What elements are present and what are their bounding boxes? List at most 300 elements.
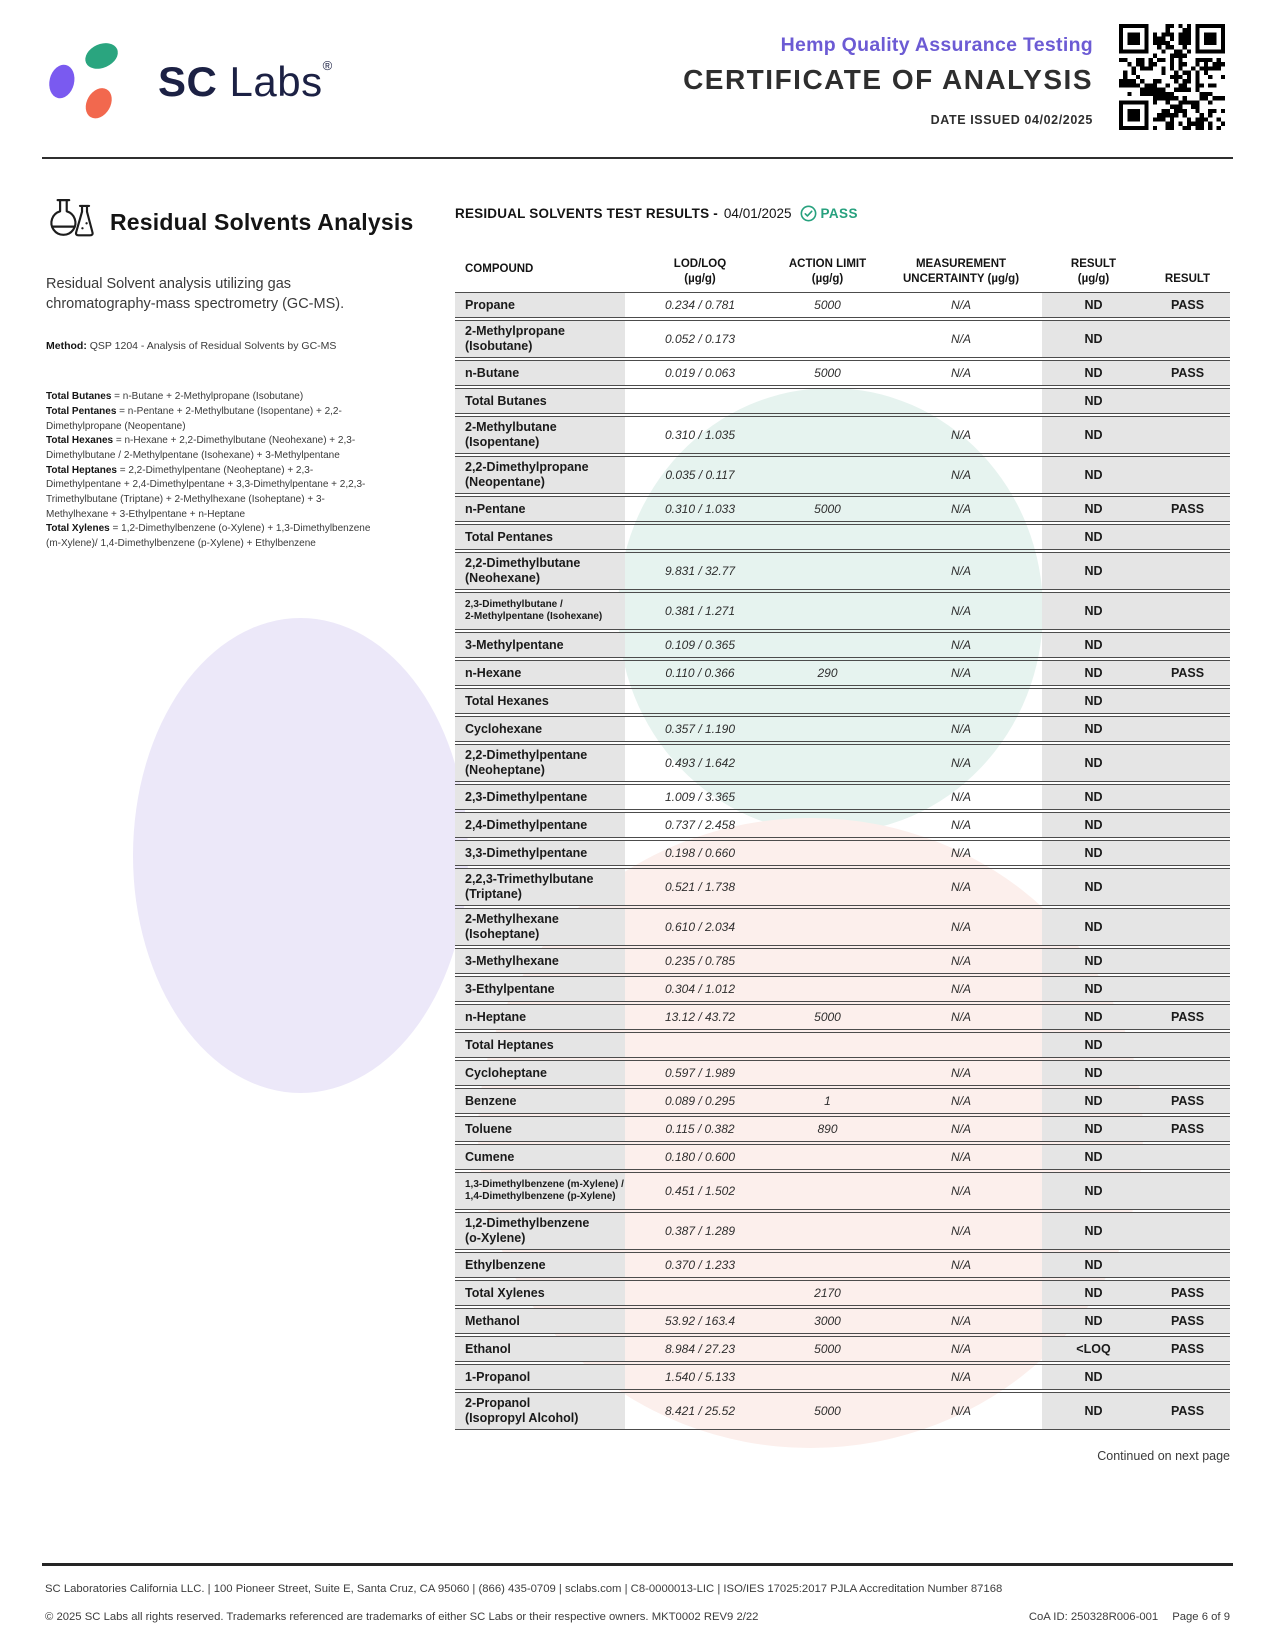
lod-loq-value: 0.381 / 1.271 [664,604,736,618]
result-value: ND [1042,1145,1145,1169]
column-header-result-status: RESULT [1164,272,1211,285]
uncertainty-value: N/A [950,428,971,442]
lod-loq-value: 0.035 / 0.117 [665,468,735,482]
uncertainty-value: N/A [950,1314,971,1328]
sc-labs-wordmark [158,58,333,106]
result-value: ND [1042,1033,1145,1057]
result-value: ND [1042,1309,1145,1333]
compound-name: n-Hexane [455,661,625,685]
header-title-block [683,34,1093,127]
uncertainty-value [880,525,1042,549]
lod-loq-value: 53.92 / 163.4 [664,1314,736,1328]
table-row [455,496,1230,522]
table-row [455,1364,1230,1390]
compound-name: 1-Propanol [455,1365,625,1389]
uncertainty-value: N/A [950,1122,971,1136]
compound-name: Cycloheptane [455,1061,625,1085]
table-row [455,292,1230,318]
action-limit-value [775,1033,880,1057]
compound-name: 2,4-Dimethylpentane [455,813,625,837]
result-value: ND [1042,293,1145,317]
action-limit-value: 890 [817,1122,838,1136]
program-name: Hemp Quality Assurance Testing [780,34,1093,56]
column-header-compound: COMPOUND [465,262,534,275]
table-row [455,632,1230,658]
result-value: ND [1042,949,1145,973]
table-row [455,1308,1230,1334]
overall-status [800,205,858,222]
action-limit-value: 2170 [814,1286,841,1300]
compound-name: 3-Ethylpentane [455,977,625,1001]
uncertainty-value [880,1033,1042,1057]
lod-loq-value: 0.089 / 0.295 [664,1094,736,1108]
action-limit-value: 3000 [814,1314,841,1328]
result-status [1145,745,1230,781]
action-limit-value [775,785,880,809]
footer-legal [45,1611,1230,1623]
action-limit-value [775,1061,880,1085]
uncertainty-value: N/A [950,1258,971,1272]
result-status: PASS [1145,361,1230,385]
compound-name: n-Pentane [455,497,625,521]
result-value: ND [1042,525,1145,549]
result-status [1145,869,1230,905]
action-limit-value: 5000 [814,1404,841,1418]
result-status [1145,717,1230,741]
table-row [455,388,1230,414]
action-limit-value [775,1365,880,1389]
uncertainty-value: N/A [950,366,971,380]
table-row [455,456,1230,494]
uncertainty-value: N/A [950,1066,971,1080]
uncertainty-value: N/A [950,604,971,618]
result-value: ND [1042,457,1145,493]
result-status [1145,949,1230,973]
uncertainty-value: N/A [950,298,971,312]
uncertainty-value: N/A [950,954,971,968]
compound-name: Cyclohexane [455,717,625,741]
table-row [455,660,1230,686]
qr-code [1119,24,1225,130]
result-status [1145,593,1230,629]
compound-name: Total Heptanes [455,1033,625,1057]
sc-labs-logo [42,33,333,130]
lod-loq-value: 0.304 / 1.012 [664,982,736,996]
uncertainty-value: N/A [950,1370,971,1384]
lod-loq-value: 0.234 / 0.781 [664,298,736,312]
compound-name: 3,3-Dimethylpentane [455,841,625,865]
action-limit-value [775,1213,880,1249]
table-row [455,416,1230,454]
lod-loq-value: 1.540 / 5.133 [664,1370,736,1384]
result-value: ND [1042,689,1145,713]
lod-loq-value: 8.421 / 25.52 [664,1404,736,1418]
result-value: ND [1042,593,1145,629]
lod-loq-value: 1.009 / 3.365 [664,790,736,804]
result-status [1145,1145,1230,1169]
result-status [1145,1173,1230,1209]
uncertainty-value [880,389,1042,413]
lod-loq-value: 0.052 / 0.173 [664,332,736,346]
result-status: PASS [1145,1117,1230,1141]
lod-loq-value: 0.198 / 0.660 [664,846,736,860]
lod-loq-value: 0.180 / 0.600 [664,1150,736,1164]
definition-line: Total Hexanes = n-Hexane + 2,2-Dimethylbutane (Neohexane) + 2,3-Dimethylbutane / 2-Methylpentane (Isohexane) + 3-Methylpentane [46,435,356,461]
table-row [455,1252,1230,1278]
table-row [455,868,1230,906]
action-limit-value [775,717,880,741]
totals-definitions [46,390,380,552]
lod-loq-value: 0.109 / 0.365 [664,638,736,652]
section-head [46,196,418,249]
uncertainty-value: N/A [950,1404,971,1418]
uncertainty-value: N/A [950,1224,971,1238]
footer-lab-info: SC Laboratories California LLC. | 100 Pioneer Street, Suite E, Santa Cruz, CA 95060 | (866) 435-0709 | sclabs.com | C8-0000013-LIC | ISO/IES 17025:2017 PJLA Accreditation Number 87168 [45,1583,1003,1595]
section-title: Residual Solvents Analysis [110,209,414,235]
compound-name: Total Pentanes [455,525,625,549]
sc-labs-logo-icon [42,33,146,130]
compound-name: Total Xylenes [455,1281,625,1305]
action-limit-value [775,593,880,629]
compound-name: 2-Methylbutane (Isopentane) [455,417,625,453]
compound-name: 2-Propanol (Isopropyl Alcohol) [455,1393,625,1429]
table-row [455,360,1230,386]
uncertainty-value: N/A [950,982,971,996]
result-status: PASS [1145,1393,1230,1429]
header-divider [42,157,1233,159]
action-limit-value: 5000 [814,502,841,516]
overall-status-label: PASS [820,206,858,221]
table-row [455,908,1230,946]
lod-loq-value: 0.019 / 0.063 [664,366,736,380]
uncertainty-value: N/A [950,756,971,770]
brand-light: Labs [229,57,323,105]
definition-line: Total Heptanes = 2,2-Dimethylpentane (Neoheptane) + 2,3-Dimethylpentane + 2,4-Dimethylpentane + 3,3-Dimethylpentane + 2,2,3-Trimethylbutane (Triptane) + 2-Methylhexane (Isoheptane) + 3-Methylhexane + 3-Ethylpentane + n-Heptane [46,464,366,520]
compound-name: Toluene [455,1117,625,1141]
compound-name: n-Heptane [455,1005,625,1029]
lod-loq-value [625,1281,775,1305]
lod-loq-value [625,1033,775,1057]
table-row [455,1172,1230,1210]
uncertainty-value [880,1281,1042,1305]
method-text: QSP 1204 - Analysis of Residual Solvents by GC-MS [86,340,337,353]
lod-loq-value: 0.597 / 1.989 [664,1066,736,1080]
action-limit-value [775,1253,880,1277]
table-row [455,948,1230,974]
results-table-header [455,246,1230,292]
lod-loq-value: 0.115 / 0.382 [665,1122,735,1136]
action-limit-value [775,841,880,865]
table-row [455,552,1230,590]
brand-bold: SC [158,57,218,105]
result-value: ND [1042,1005,1145,1029]
result-status: PASS [1145,1089,1230,1113]
result-value: ND [1042,869,1145,905]
action-limit-value: 1 [824,1094,831,1108]
result-status [1145,841,1230,865]
uncertainty-value: N/A [950,722,971,736]
method-label: Method: [46,340,87,353]
lod-loq-value: 0.235 / 0.785 [664,954,736,968]
lod-loq-value [625,525,775,549]
table-row [455,784,1230,810]
result-value: ND [1042,717,1145,741]
result-value: ND [1042,553,1145,589]
result-status [1145,633,1230,657]
lod-loq-value: 13.12 / 43.72 [664,1010,736,1024]
compound-name: 2,3-Dimethylpentane [455,785,625,809]
action-limit-value: 5000 [814,298,841,312]
result-value: ND [1042,1089,1145,1113]
table-row [455,688,1230,714]
result-status [1145,785,1230,809]
action-limit-value: 5000 [814,366,841,380]
uncertainty-value: N/A [950,1184,971,1198]
result-value: <LOQ [1042,1337,1145,1361]
uncertainty-value: N/A [950,332,971,346]
result-status [1145,1253,1230,1277]
compound-name: Total Butanes [455,389,625,413]
action-limit-value [775,813,880,837]
result-status [1145,1213,1230,1249]
compound-name: Ethanol [455,1337,625,1361]
action-limit-value [775,977,880,1001]
result-status: PASS [1145,1309,1230,1333]
lod-loq-value [625,389,775,413]
table-row [455,1088,1230,1114]
definition-line: Total Pentanes = n-Pentane + 2-Methylbutane (Isopentane) + 2,2-Dimethylpropane (Neopentane) [46,405,342,432]
result-status [1145,417,1230,453]
uncertainty-value: N/A [950,638,971,652]
action-limit-value [775,321,880,357]
uncertainty-value: N/A [950,1342,971,1356]
action-limit-value [775,745,880,781]
result-value: ND [1042,909,1145,945]
lod-loq-value: 0.493 / 1.642 [664,756,736,770]
action-limit-value: 5000 [814,1010,841,1024]
analysis-summary-panel [46,196,418,552]
result-value: ND [1042,785,1145,809]
result-value: ND [1042,813,1145,837]
uncertainty-value: N/A [950,818,971,832]
footer-divider [42,1563,1233,1566]
lod-loq-value: 8.984 / 27.23 [664,1342,736,1356]
result-value: ND [1042,361,1145,385]
action-limit-value [775,457,880,493]
uncertainty-value: N/A [950,1010,971,1024]
lod-loq-value: 0.357 / 1.190 [664,722,736,736]
compound-name: 1,2-Dimethylbenzene (o-Xylene) [455,1213,625,1249]
result-status [1145,1365,1230,1389]
result-status [1145,689,1230,713]
table-row [455,1060,1230,1086]
lod-loq-value: 0.370 / 1.233 [664,1258,736,1272]
result-status [1145,909,1230,945]
table-row [455,1116,1230,1142]
lod-loq-value: 0.387 / 1.289 [664,1224,736,1238]
table-row [455,524,1230,550]
result-value: ND [1042,1281,1145,1305]
result-status: PASS [1145,1005,1230,1029]
action-limit-value [775,525,880,549]
result-value: ND [1042,977,1145,1001]
compound-name: 1,3-Dimethylbenzene (m-Xylene) / 1,4-Dimethylbenzene (p-Xylene) [455,1173,625,1209]
table-row [455,1032,1230,1058]
compound-name: 2,3-Dimethylbutane / 2-Methylpentane (Isohexane) [455,593,625,629]
uncertainty-value: N/A [950,564,971,578]
result-value: ND [1042,1213,1145,1249]
result-value: ND [1042,1061,1145,1085]
table-row [455,976,1230,1002]
results-date: 04/01/2025 [723,206,792,221]
lod-loq-value: 9.831 / 32.77 [664,564,736,578]
compound-name: 2,2-Dimethylbutane (Neohexane) [455,553,625,589]
compound-name: 2,2-Dimethylpropane (Neopentane) [455,457,625,493]
result-value: ND [1042,321,1145,357]
results-table-body [455,292,1230,1430]
method-note [46,340,418,352]
compound-name: 2,2-Dimethylpentane (Neoheptane) [455,745,625,781]
result-value: ND [1042,745,1145,781]
result-status [1145,525,1230,549]
table-row [455,744,1230,782]
result-value: ND [1042,389,1145,413]
result-status: PASS [1145,661,1230,685]
lod-loq-value: 0.310 / 1.035 [664,428,736,442]
result-status: PASS [1145,1337,1230,1361]
result-status: PASS [1145,293,1230,317]
page-number: Page 6 of 9 [1172,1611,1230,1623]
compound-name: Ethylbenzene [455,1253,625,1277]
results-panel [455,205,1230,1432]
result-status: PASS [1145,1281,1230,1305]
action-limit-value [775,417,880,453]
uncertainty-value: N/A [950,846,971,860]
results-title-text: RESIDUAL SOLVENTS TEST RESULTS - [455,206,718,221]
result-value: ND [1042,1393,1145,1429]
check-circle-icon [800,205,817,222]
result-value: ND [1042,661,1145,685]
uncertainty-value: N/A [950,880,971,894]
result-status [1145,813,1230,837]
result-value: ND [1042,841,1145,865]
lod-loq-value: 0.737 / 2.458 [664,818,736,832]
result-status: PASS [1145,497,1230,521]
column-header-action-limit: ACTION LIMIT (µg/g) [788,258,867,285]
compound-name: 3-Methylpentane [455,633,625,657]
compound-name: 2-Methylhexane (Isoheptane) [455,909,625,945]
results-title [455,205,1230,222]
continued-note: Continued on next page [1097,1449,1230,1463]
date-issued: DATE ISSUED 04/02/2025 [930,113,1093,127]
compound-name: n-Butane [455,361,625,385]
result-status [1145,1061,1230,1085]
action-limit-value [775,1173,880,1209]
action-limit-value [775,949,880,973]
action-limit-value [775,869,880,905]
table-row [455,1336,1230,1362]
footer-copyright: © 2025 SC Labs all rights reserved. Trademarks referenced are trademarks of either SC Labs or their respective owners. MKT0002 REV9 2/22 [45,1611,759,1623]
result-value: ND [1042,633,1145,657]
action-limit-value [775,553,880,589]
column-header-result-value: RESULT (µg/g) [1070,258,1117,285]
lod-loq-value: 0.521 / 1.738 [664,880,736,894]
uncertainty-value: N/A [950,468,971,482]
result-value: ND [1042,1253,1145,1277]
action-limit-value: 5000 [814,1342,841,1356]
result-value: ND [1042,497,1145,521]
result-value: ND [1042,1173,1145,1209]
lod-loq-value: 0.451 / 1.502 [664,1184,736,1198]
compound-name: Total Hexanes [455,689,625,713]
uncertainty-value: N/A [950,920,971,934]
result-value: ND [1042,1117,1145,1141]
result-status [1145,321,1230,357]
qr-code-icon [1119,24,1225,130]
result-value: ND [1042,1365,1145,1389]
compound-name: Methanol [455,1309,625,1333]
column-header-lod-loq: LOD/LOQ (µg/g) [673,258,727,285]
lod-loq-value: 0.610 / 2.034 [664,920,736,934]
table-row [455,716,1230,742]
table-row [455,592,1230,630]
table-row [455,320,1230,358]
uncertainty-value: N/A [950,1150,971,1164]
result-status [1145,553,1230,589]
action-limit-value: 290 [817,666,838,680]
table-row [455,1280,1230,1306]
watermark-purple-blob [133,618,468,1093]
table-row [455,840,1230,866]
registered-mark: ® [322,57,333,73]
uncertainty-value: N/A [950,1094,971,1108]
compound-name: 2-Methylpropane (Isobutane) [455,321,625,357]
analysis-description: Residual Solvent analysis utilizing gas chromatography-mass spectrometry (GC-MS). [46,276,345,312]
table-row [455,1212,1230,1250]
lod-loq-value: 0.110 / 0.366 [665,666,735,680]
certificate-title: CERTIFICATE OF ANALYSIS [683,64,1093,95]
lod-loq-value [625,689,775,713]
result-status [1145,457,1230,493]
compound-name: Benzene [455,1089,625,1113]
definition-line: Total Xylenes = 1,2-Dimethylbenzene (o-Xylene) + 1,3-Dimethylbenzene (m-Xylene)/ 1,4-Dimethylbenzene (p-Xylene) + Ethylbenzene [46,523,371,549]
compound-name: Propane [455,293,625,317]
table-row [455,812,1230,838]
column-header-uncertainty: MEASUREMENT UNCERTAINTY (µg/g) [902,258,1020,285]
lod-loq-value: 0.310 / 1.033 [664,502,736,516]
result-status [1145,1033,1230,1057]
action-limit-value [775,633,880,657]
uncertainty-value: N/A [950,790,971,804]
compound-name: 2,2,3-Trimethylbutane (Triptane) [455,869,625,905]
action-limit-value [775,1145,880,1169]
action-limit-value [775,389,880,413]
action-limit-value [775,909,880,945]
result-status [1145,977,1230,1001]
table-row [455,1144,1230,1170]
table-row [455,1392,1230,1430]
table-row [455,1004,1230,1030]
compound-name: 3-Methylhexane [455,949,625,973]
uncertainty-value: N/A [950,502,971,516]
result-status [1145,389,1230,413]
flask-icon [46,196,104,249]
coa-id: CoA ID: 250328R006-001 [1028,1611,1159,1623]
uncertainty-value: N/A [950,666,971,680]
result-value: ND [1042,417,1145,453]
definition-line: Total Butanes = n-Butane + 2-Methylpropane (Isobutane) [46,391,304,403]
action-limit-value [775,689,880,713]
